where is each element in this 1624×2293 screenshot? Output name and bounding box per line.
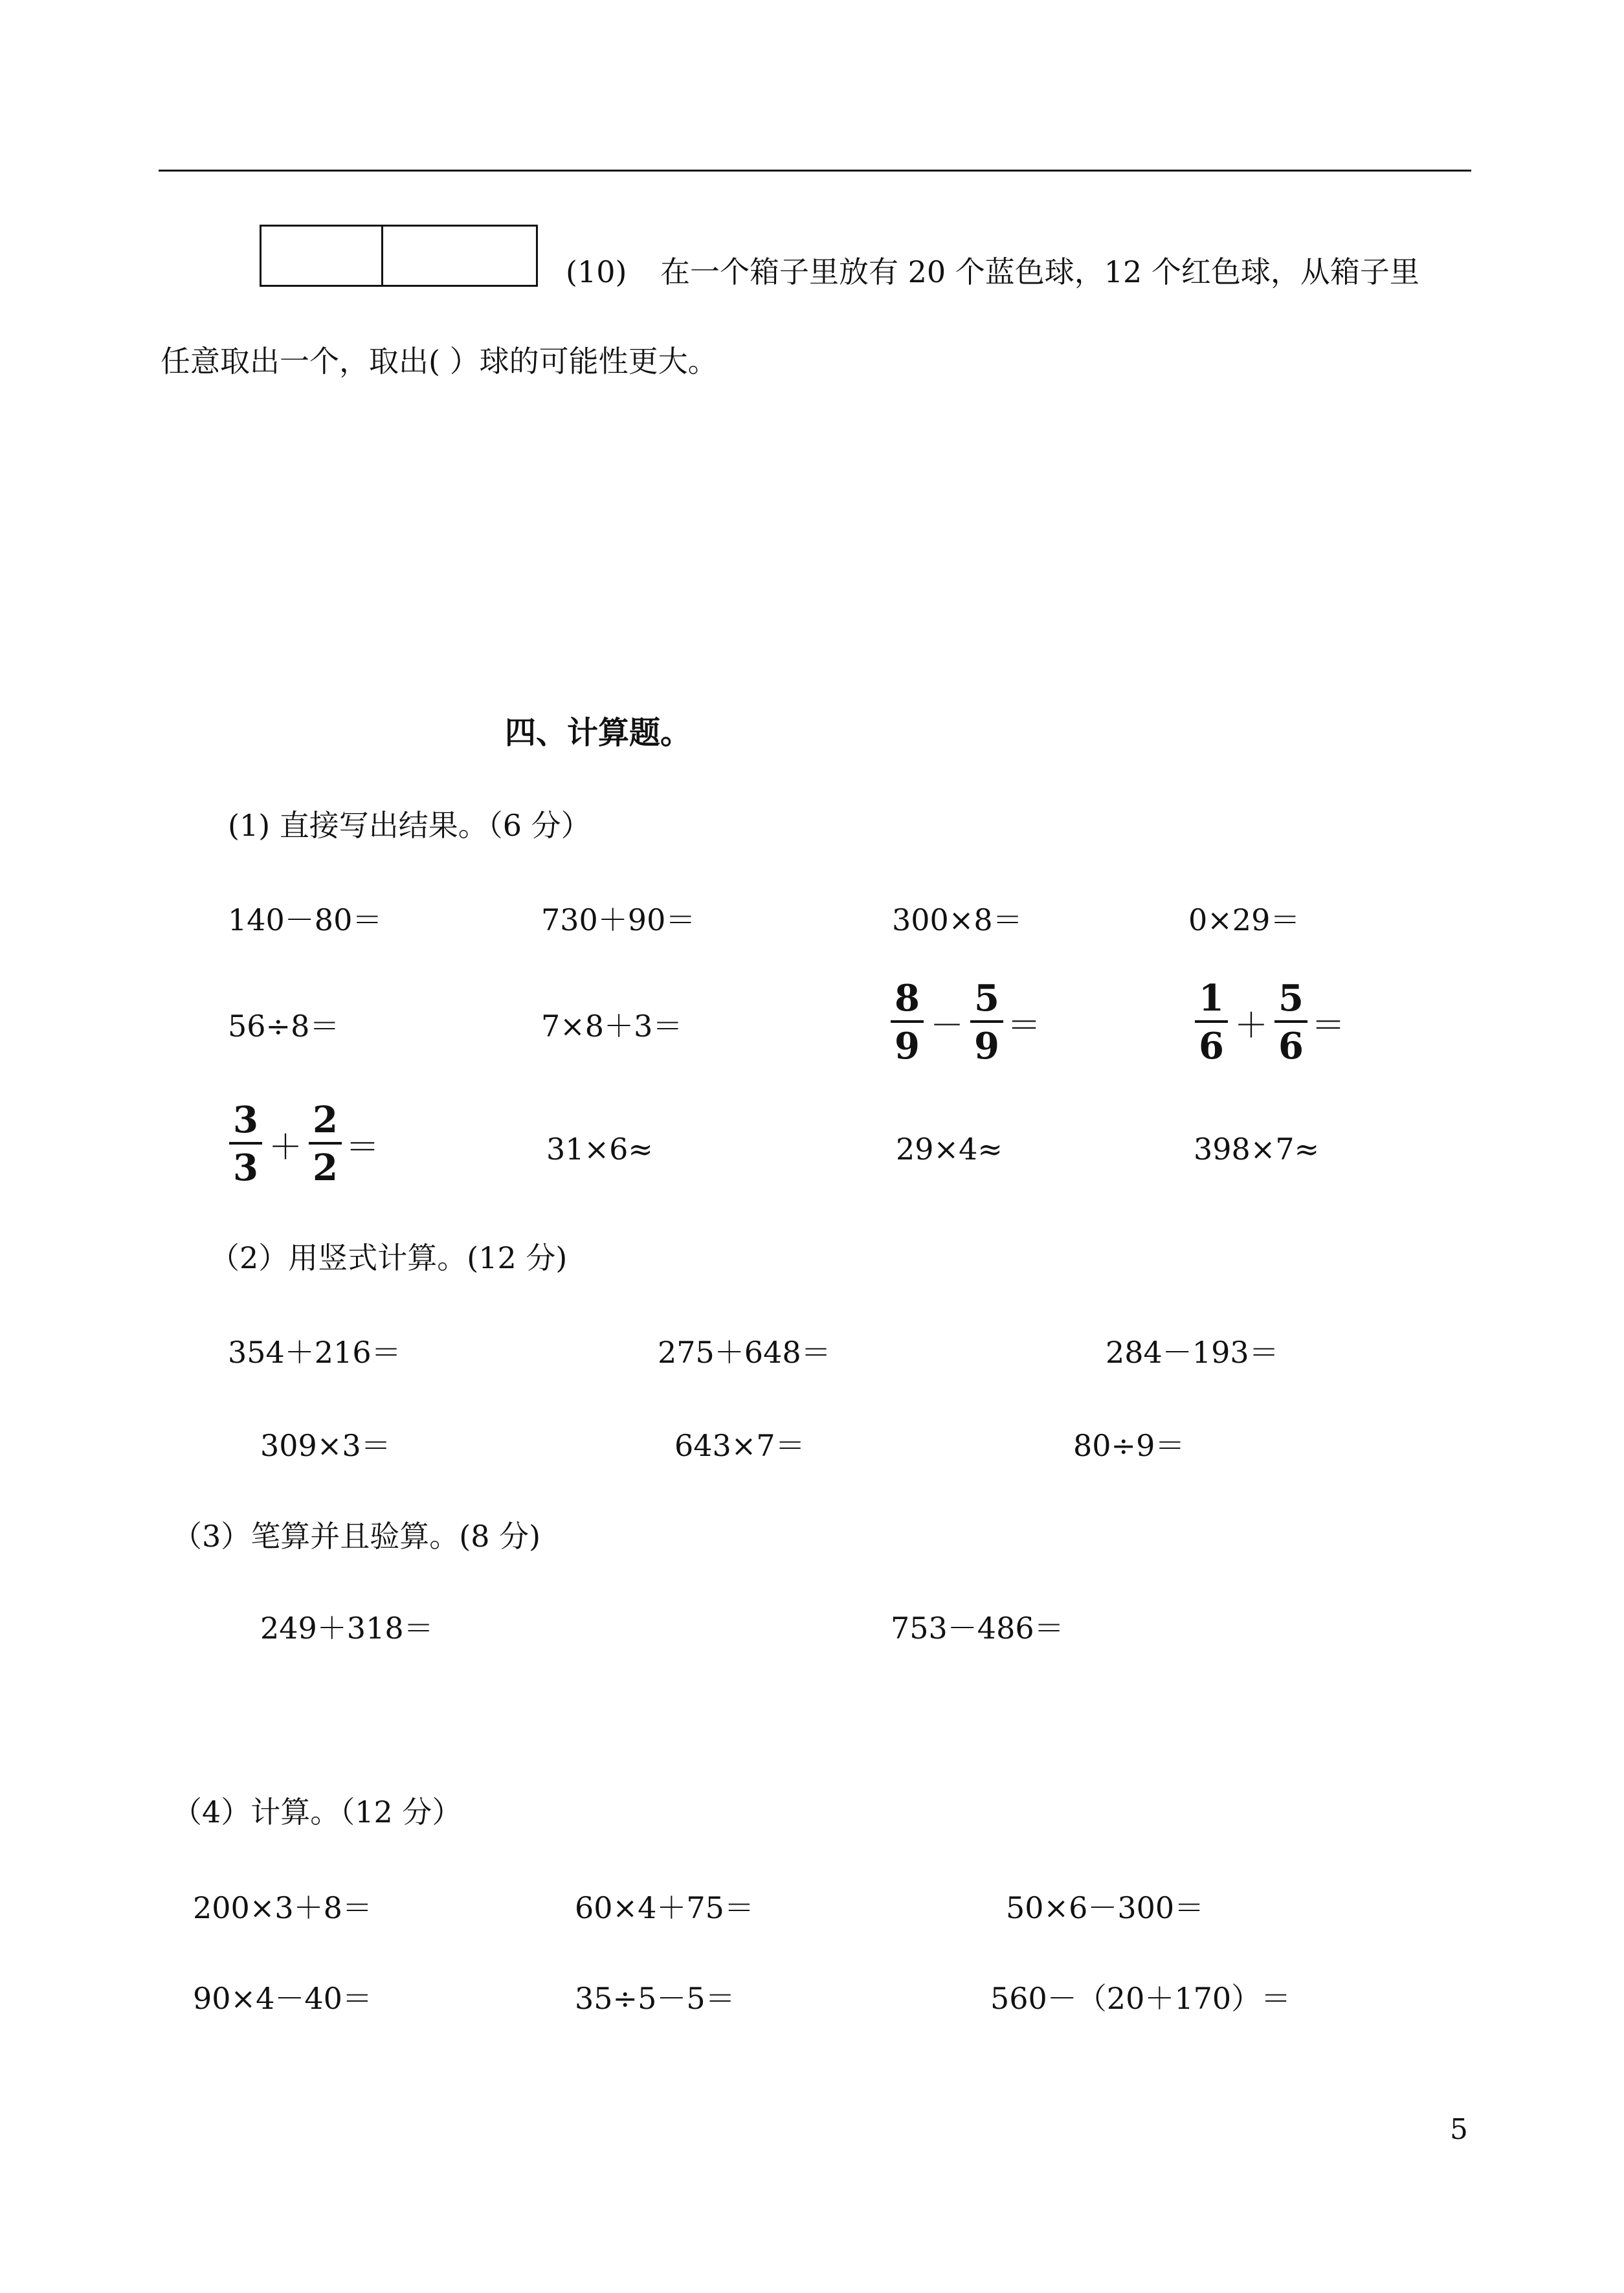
problem: 35÷5－5＝ <box>575 1981 735 2016</box>
question-10-number: (10) <box>566 254 627 289</box>
denominator: 6 <box>1278 1025 1304 1068</box>
denominator: 3 <box>233 1146 258 1189</box>
denominator: 9 <box>973 1025 999 1068</box>
problem: 730＋90＝ <box>541 902 696 937</box>
numerator: 3 <box>229 1102 262 1145</box>
numerator: 2 <box>309 1102 342 1145</box>
problem: 31×6≈ <box>546 1132 653 1167</box>
fraction <box>229 1099 262 1189</box>
fraction <box>309 1099 342 1189</box>
section-title: 四、计算题。 <box>505 715 692 751</box>
problem: 50×6－300＝ <box>1006 1890 1205 1925</box>
problem: 0×29＝ <box>1188 902 1300 937</box>
fraction-problem <box>891 977 1041 1068</box>
operator: ＋ <box>1234 1006 1268 1046</box>
part4-title: （4）计算。（12 分） <box>172 1795 462 1829</box>
score-box-cell <box>383 227 536 285</box>
question-10-line2: 任意取出一个，取出( ）球的可能性更大。 <box>161 344 718 379</box>
part3-title: （3）笔算并且验算。(8 分) <box>172 1519 541 1554</box>
fraction-problem <box>1195 977 1345 1068</box>
problem: 90×4－40＝ <box>193 1981 372 2016</box>
problem: 284－193＝ <box>1106 1335 1279 1370</box>
equals-sign: ＝ <box>1311 1006 1345 1046</box>
numerator: 5 <box>970 980 1003 1023</box>
problem: 354＋216＝ <box>228 1335 401 1370</box>
fraction <box>891 977 924 1068</box>
denominator: 6 <box>1199 1025 1224 1068</box>
page-number: 5 <box>1450 2113 1468 2146</box>
problem: 249＋318＝ <box>260 1611 434 1646</box>
numerator: 5 <box>1274 980 1307 1023</box>
score-box <box>260 225 538 287</box>
problem: 398×7≈ <box>1194 1132 1320 1167</box>
operator: － <box>929 1006 964 1046</box>
problem: 275＋648＝ <box>658 1335 831 1370</box>
equals-sign: ＝ <box>345 1128 379 1167</box>
problem: 643×7＝ <box>674 1428 805 1463</box>
problem: 300×8＝ <box>892 902 1023 937</box>
problem: 753－486＝ <box>891 1611 1064 1646</box>
problem: 60×4＋75＝ <box>575 1890 754 1925</box>
problem: 7×8＋3＝ <box>541 1009 683 1044</box>
problem: 80÷9＝ <box>1073 1428 1185 1463</box>
equals-sign: ＝ <box>1007 1006 1041 1046</box>
problem: 200×3＋8＝ <box>193 1890 372 1925</box>
question-10-line1: 在一个箱子里放有 20 个蓝色球，12 个红色球，从箱子里 <box>660 254 1419 289</box>
part1-title: (1) 直接写出结果。（6 分） <box>228 808 591 843</box>
score-box-cell <box>261 227 383 285</box>
numerator: 1 <box>1195 980 1228 1023</box>
header-rule <box>159 170 1471 172</box>
fraction <box>1274 977 1307 1068</box>
denominator: 2 <box>312 1146 338 1189</box>
problem: 29×4≈ <box>896 1132 1003 1167</box>
numerator: 8 <box>891 980 924 1023</box>
operator: ＋ <box>268 1128 302 1167</box>
fraction <box>970 977 1003 1068</box>
fraction-problem <box>229 1099 379 1189</box>
problem: 560－（20＋170）＝ <box>990 1981 1291 2016</box>
part2-title: （2）用竖式计算。(12 分) <box>210 1240 568 1275</box>
fraction <box>1195 977 1228 1068</box>
problem: 309×3＝ <box>260 1428 391 1463</box>
denominator: 9 <box>895 1025 920 1068</box>
problem: 140－80＝ <box>228 902 383 937</box>
problem: 56÷8＝ <box>228 1009 340 1044</box>
